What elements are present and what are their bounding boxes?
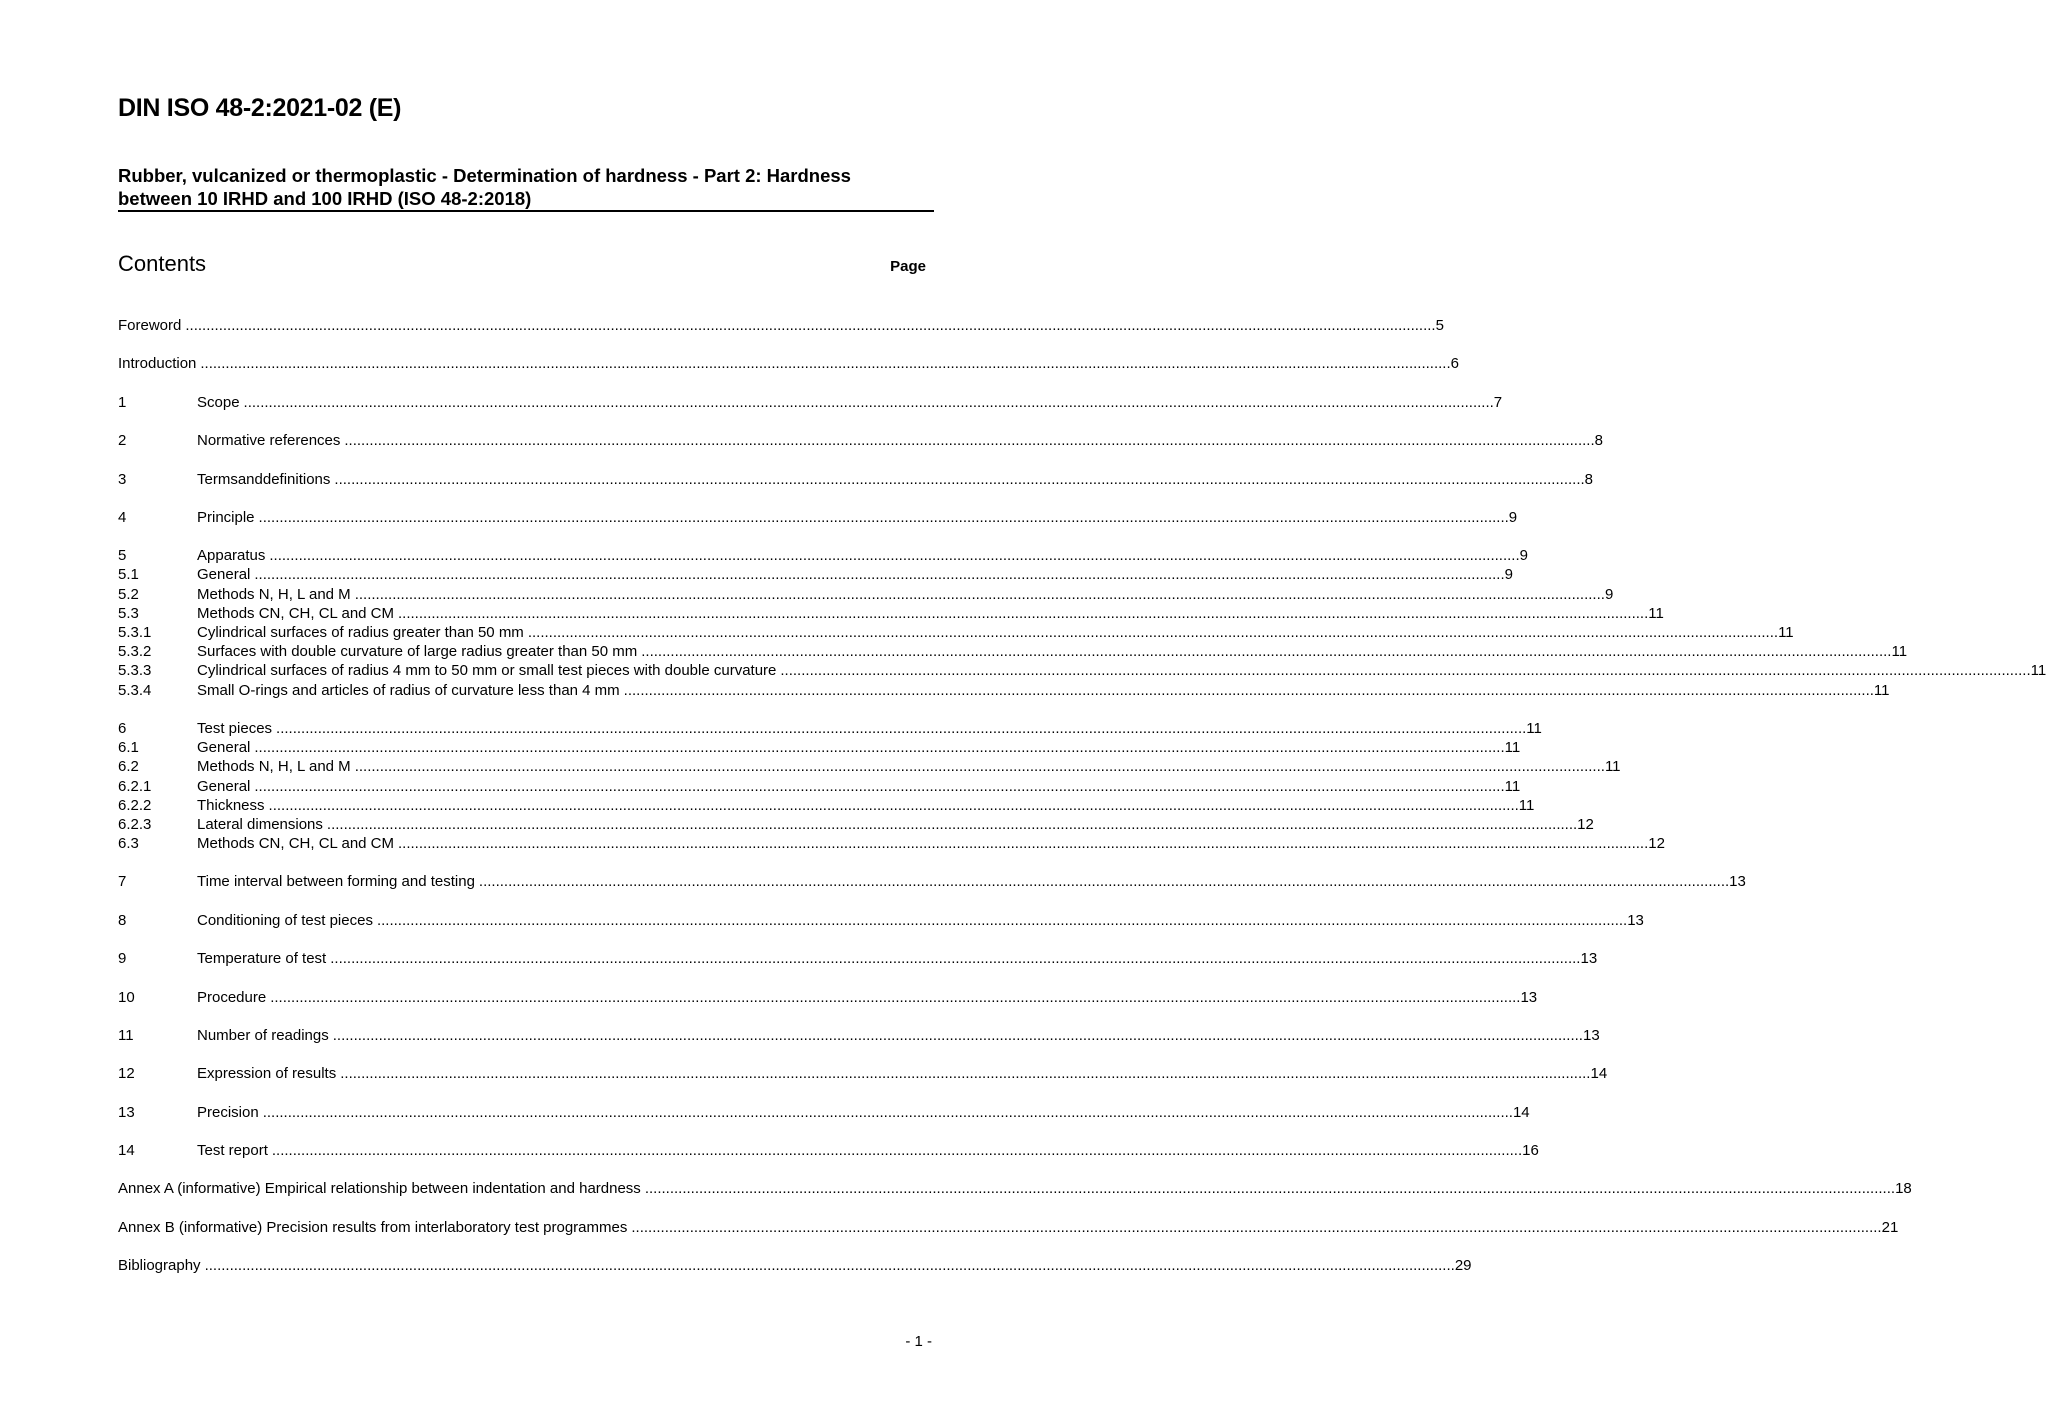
dot-leader: ............................................................................................................................................................................................................................................................................................................ [527,624,1779,641]
toc-entry-title: Annex B (informative) Precision results from interlaboratory test programmes [118,1218,628,1236]
dot-leader: ............................................................................................................................................................................................................................................................................................................ [644,1180,1896,1198]
toc-entry-page: 13 [1580,950,1598,968]
dot-leader: ............................................................................................................................................................................................................................................................................................................ [344,432,1595,450]
toc-entry-number: 14 [118,1142,135,1160]
toc-entry-page: 13 [1582,1026,1600,1044]
toc-group [118,911,1644,930]
dot-leader: ............................................................................................................................................................................................................................................................................................................ [200,355,1451,373]
toc-entry-number: 5.1 [118,566,139,584]
toc-group [118,949,1598,968]
toc-entry-number: 3 [118,470,127,488]
toc-entry-title: Foreword [118,317,182,334]
toc-entry-page: 11 [1504,777,1521,795]
dot-leader: ............................................................................................................................................................................................................................................................................................................ [271,1142,1523,1160]
toc-entry-number: 4 [118,508,127,526]
toc-group [118,1026,1600,1045]
table-of-contents [118,316,2046,1295]
dot-leader: ............................................................................................................................................................................................................................................................................................................ [478,873,1730,891]
toc-entry-number: 6.2.3 [118,815,152,833]
toc-group [118,1141,1539,1160]
toc-entry-page: 11 [1891,643,1908,661]
toc-entry-title: General [197,777,251,795]
dot-leader: ............................................................................................................................................................................................................................................................................................................ [254,566,1505,584]
toc-entry-number: 6.3 [118,835,139,853]
toc-entry-title: Test report [197,1142,268,1160]
toc-group [118,1256,1472,1275]
toc-entry[interactable] [118,1141,1539,1160]
toc-entry-number: 6.2 [118,758,139,776]
toc-entry-title: Annex A (informative) Empirical relationship between indentation and hardness [118,1180,641,1198]
toc-entry-page: 13 [1729,873,1746,891]
toc-entry[interactable] [118,565,1513,584]
toc-entry-title: Surfaces with double curvature of large radius greater than 50 mm [197,643,638,661]
dot-leader: ............................................................................................................................................................................................................................................................................................................ [254,739,1505,757]
toc-entry[interactable] [118,431,1603,450]
toc-entry-number: 13 [118,1103,135,1121]
toc-entry-title: Cylindrical surfaces of radius greater than 50 mm [197,624,524,641]
toc-entry-title: General [197,566,251,584]
toc-entry-page: 5 [1435,317,1444,334]
toc-entry-page: 6 [1450,355,1459,373]
toc-entry[interactable] [118,1103,1530,1122]
toc-entry[interactable] [118,623,1794,642]
toc-entry[interactable] [118,834,1665,853]
toc-entry-number: 8 [118,911,127,929]
toc-group [118,872,1746,891]
title-rule [118,210,934,212]
toc-entry-page: 13 [1520,988,1538,1006]
toc-entry-title: Methods N, H, L and M [197,758,351,776]
dot-leader: ............................................................................................................................................................................................................................................................................................................ [276,719,1527,737]
toc-group [118,1218,1899,1237]
toc-entry[interactable] [118,949,1598,968]
toc-entry-title: Apparatus [197,547,266,565]
dot-leader: ............................................................................................................................................................................................................................................................................................................ [398,835,1649,853]
dot-leader: ............................................................................................................................................................................................................................................................................................................ [204,1257,1455,1275]
dot-leader: ............................................................................................................................................................................................................................................................................................................ [270,988,1521,1006]
dot-leader: ............................................................................................................................................................................................................................................................................................................ [243,393,1494,411]
toc-entry-title: Procedure [197,988,267,1006]
toc-entry-title: Time interval between forming and testing [197,873,475,891]
dot-leader: ............................................................................................................................................................................................................................................................................................................ [185,317,1436,334]
toc-group [118,393,1503,412]
toc-entry-page: 9 [1508,508,1518,526]
toc-entry-page: 11 [1778,624,1794,641]
toc-entry-page: 29 [1454,1257,1472,1275]
toc-entry[interactable] [118,354,1459,373]
dot-leader: ............................................................................................................................................................................................................................................................................................................ [254,777,1505,795]
toc-group [118,546,2046,700]
toc-entry-page: 12 [1648,835,1665,853]
toc-entry-title: Lateral dimensions [197,815,323,833]
toc-entry-title: Conditioning of test pieces [197,911,373,929]
toc-entry[interactable] [118,1256,1472,1275]
dot-leader: ............................................................................................................................................................................................................................................................................................................ [269,547,1520,565]
toc-entry[interactable] [118,872,1746,891]
toc-entry-page: 8 [1594,432,1603,450]
toc-entry-page: 11 [1873,681,1890,699]
toc-group [118,354,1459,373]
toc-group [118,1064,1608,1083]
toc-entry-number: 9 [118,950,127,968]
toc-entry[interactable] [118,1179,1912,1198]
toc-entry-title: Thickness [197,796,265,814]
toc-entry[interactable] [118,911,1644,930]
toc-group [118,316,1444,335]
toc-group [118,470,1593,489]
toc-entry[interactable] [118,1218,1899,1237]
toc-entry-number: 6.1 [118,739,139,757]
toc-entry-number: 7 [118,873,127,891]
toc-entry[interactable] [118,470,1593,489]
toc-entry-number: 2 [118,432,127,450]
toc-entry-page: 16 [1522,1142,1539,1160]
toc-entry-title: Number of readings [197,1026,329,1044]
toc-entry[interactable] [118,604,1664,623]
toc-entry-page: 14 [1590,1065,1608,1083]
toc-entry[interactable] [118,1064,1608,1083]
toc-entry-number: 6 [118,719,127,737]
toc-entry[interactable] [118,546,1528,565]
dot-leader: ............................................................................................................................................................................................................................................................................................................ [354,585,1605,603]
toc-group [118,431,1603,450]
toc-entry-title: Termsanddefinitions [197,470,331,488]
toc-entry[interactable] [118,393,1503,412]
toc-entry-title: Methods CN, CH, CL and CM [197,604,395,622]
toc-group [118,988,1538,1007]
toc-entry[interactable] [118,988,1538,1007]
toc-entry-number: 5.3.4 [118,681,152,699]
toc-entry-page: 13 [1627,911,1644,929]
toc-entry-page: 9 [1519,547,1528,565]
toc-entry-title: Test pieces [197,719,273,737]
dot-leader: ............................................................................................................................................................................................................................................................................................................ [334,470,1585,488]
toc-group [118,719,1665,853]
toc-entry[interactable] [118,661,2046,680]
toc-entry-number: 5.3.2 [118,643,152,661]
toc-entry-page: 21 [1881,1218,1899,1236]
toc-entry-title: Principle [197,508,255,526]
toc-group [118,508,1518,527]
toc-entry-page: 9 [1504,566,1513,584]
toc-group [118,1103,1530,1122]
dot-leader: ............................................................................................................................................................................................................................................................................................................ [258,508,1509,526]
toc-entry-title: Methods CN, CH, CL and CM [197,835,395,853]
toc-entry[interactable] [118,796,1535,815]
dot-leader: ............................................................................................................................................................................................................................................................................................................ [623,681,1874,699]
dot-leader: ............................................................................................................................................................................................................................................................................................................ [354,758,1605,776]
toc-entry-page: 11 [1518,796,1535,814]
toc-entry-title: Normative references [197,432,341,450]
toc-entry-title: Small O-rings and articles of radius of curvature less than 4 mm [197,681,620,699]
toc-entry-number: 11 [118,1026,134,1044]
toc-entry-number: 5.3.3 [118,662,152,680]
dot-leader: ............................................................................................................................................................................................................................................................................................................ [268,796,1519,814]
dot-leader: ............................................................................................................................................................................................................................................................................................................ [398,604,1649,622]
toc-entry-page: 11 [1604,758,1621,776]
toc-entry[interactable] [118,738,1521,757]
toc-entry-number: 12 [118,1065,135,1083]
toc-entry[interactable] [118,585,1614,604]
toc-entry-title: Temperature of test [197,950,327,968]
toc-entry[interactable] [118,757,1621,776]
toc-entry[interactable] [118,642,1908,661]
toc-entry[interactable] [118,508,1518,527]
toc-entry-title: Scope [197,393,240,411]
toc-entry-page: 11 [1504,739,1521,757]
toc-entry-number: 5 [118,547,127,565]
dot-leader: ............................................................................................................................................................................................................................................................................................................ [376,911,1628,929]
toc-entry-number: 10 [118,988,135,1006]
page-column-label: Page [890,258,926,275]
toc-entry-number: 5.2 [118,585,139,603]
toc-entry-number: 5.3.1 [118,624,152,641]
toc-entry-page: 11 [2030,662,2046,680]
toc-entry[interactable] [118,719,1542,738]
toc-entry-number: 6.2.2 [118,796,152,814]
toc-group [118,1179,1912,1198]
toc-entry-page: 11 [1648,604,1664,622]
contents-heading: Contents [118,251,207,276]
toc-entry-title: Expression of results [197,1065,337,1083]
toc-entry-title: Cylindrical surfaces of radius 4 mm to 50 mm or small test pieces with double curvature [197,662,777,680]
dot-leader: ............................................................................................................................................................................................................................................................................................................ [631,1218,1882,1236]
toc-entry[interactable] [118,777,1521,796]
toc-entry-page: 7 [1493,393,1503,411]
toc-entry[interactable] [118,815,1594,834]
toc-entry-number: 6.2.1 [118,777,152,795]
toc-entry-title: Bibliography [118,1257,201,1275]
toc-entry-number: 1 [118,393,127,411]
toc-entry-page: 8 [1584,470,1593,488]
dot-leader: ............................................................................................................................................................................................................................................................................................................ [340,1065,1591,1083]
toc-entry[interactable] [118,1026,1600,1045]
dot-leader: ............................................................................................................................................................................................................................................................................................................ [326,815,1578,833]
dot-leader: ............................................................................................................................................................................................................................................................................................................ [262,1103,1513,1121]
document-title: DIN ISO 48-2:2021-02 (E) [118,94,402,122]
toc-entry-page: 12 [1577,815,1594,833]
toc-entry-page: 14 [1512,1103,1530,1121]
dot-leader: ............................................................................................................................................................................................................................................................................................................ [641,643,1892,661]
toc-entry[interactable] [118,316,1444,335]
toc-entry-page: 9 [1604,585,1614,603]
toc-entry-number: 5.3 [118,604,139,622]
dot-leader: ............................................................................................................................................................................................................................................................................................................ [332,1026,1583,1044]
dot-leader: ............................................................................................................................................................................................................................................................................................................ [330,950,1581,968]
toc-entry[interactable] [118,681,1890,700]
toc-entry-page: 11 [1526,719,1542,737]
toc-entry-title: Precision [197,1103,259,1121]
toc-entry-page: 18 [1895,1180,1912,1198]
dot-leader: ............................................................................................................................................................................................................................................................................................................ [780,662,2031,680]
document-subtitle: Rubber, vulcanized or thermoplastic - Determination of hardness - Part 2: Hardness between 10 IRHD and 100 IRHD (ISO 48-2:2018) [118,165,851,209]
toc-entry-title: Methods N, H, L and M [197,585,351,603]
toc-entry-title: General [197,739,251,757]
page-number: - 1 - [905,1333,932,1350]
toc-entry-title: Introduction [118,355,197,373]
